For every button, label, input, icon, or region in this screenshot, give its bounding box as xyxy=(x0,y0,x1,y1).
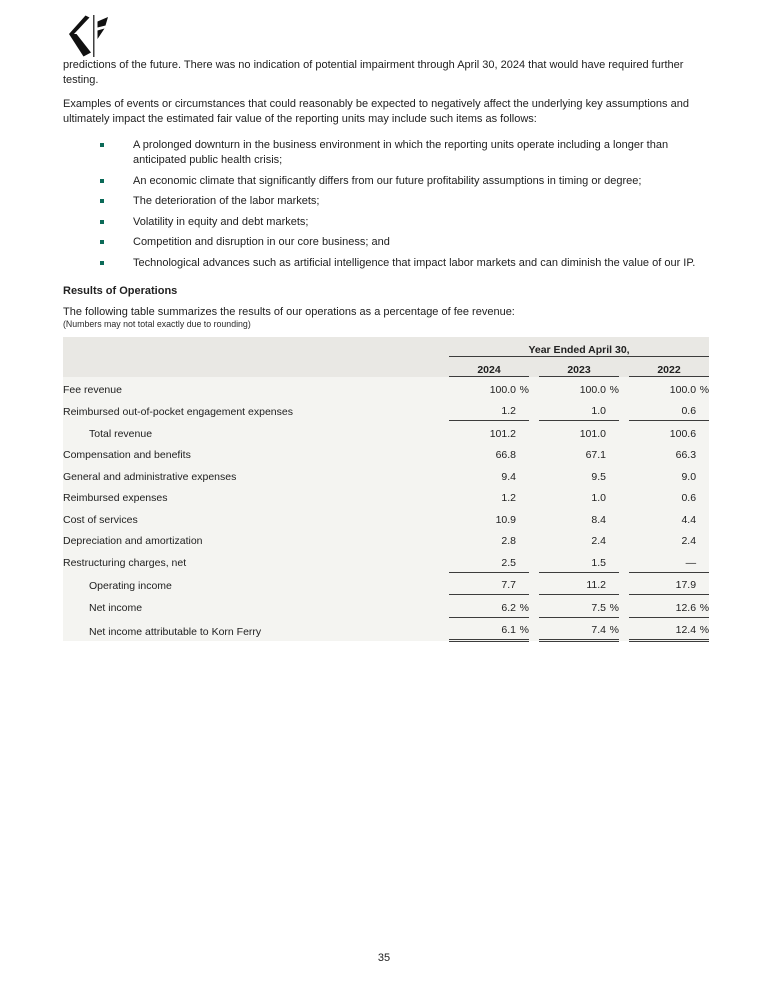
row-value: 17.9 xyxy=(629,572,709,595)
row-label: Fee revenue xyxy=(63,377,449,399)
bullet-square-icon xyxy=(100,220,104,224)
column-gap xyxy=(529,529,539,551)
body-paragraph: Examples of events or circumstances that could reasonably be expected to negatively affect the underlying key assumptions and ultimately impact the estimated fair value of the reporting units may include such items as follows: xyxy=(63,98,689,125)
row-value: 1.0 xyxy=(539,399,619,421)
bullet-item xyxy=(63,138,709,167)
column-gap xyxy=(619,617,629,641)
row-value: 12.6 % xyxy=(629,595,709,618)
rounding-note: (Numbers may not total exactly due to rounding) xyxy=(63,319,251,330)
row-value: 1.2 xyxy=(449,399,529,421)
year-column-header: 2022 xyxy=(629,357,709,377)
column-gap xyxy=(619,377,629,399)
bullet-square-icon xyxy=(100,199,104,203)
table-row xyxy=(63,617,709,641)
row-value: 12.4 % xyxy=(629,617,709,641)
row-label: Compensation and benefits xyxy=(63,443,449,465)
row-value: 8.4 xyxy=(539,507,619,529)
row-value: 7.4 % xyxy=(539,617,619,641)
row-value: 1.0 xyxy=(539,486,619,508)
column-gap xyxy=(529,595,539,618)
bullet-square-icon xyxy=(100,240,104,244)
row-value: 66.3 xyxy=(629,443,709,465)
page-content xyxy=(63,58,709,642)
results-of-operations-table xyxy=(63,337,709,642)
bullet-list xyxy=(63,138,709,270)
column-gap xyxy=(529,507,539,529)
column-gap xyxy=(619,595,629,618)
column-gap xyxy=(529,443,539,465)
row-value: 10.9 xyxy=(449,507,529,529)
table-years-row xyxy=(63,357,709,377)
bullet-item xyxy=(63,174,709,189)
table-row xyxy=(63,399,709,421)
table-row xyxy=(63,595,709,618)
row-value: 6.2 % xyxy=(449,595,529,618)
row-label: Total revenue xyxy=(63,421,449,443)
column-gap xyxy=(619,507,629,529)
bullet-item xyxy=(63,194,709,209)
row-value: 0.6 xyxy=(629,399,709,421)
year-ended-header: Year Ended April 30, xyxy=(449,337,709,357)
table-row xyxy=(63,464,709,486)
row-value: — xyxy=(629,550,709,572)
row-value: 11.2 xyxy=(539,572,619,595)
bullet-text: An economic climate that significantly differs from our future profitability assumptions in timing or degree; xyxy=(133,174,642,187)
column-gap xyxy=(619,572,629,595)
row-value: 100.0 % xyxy=(449,377,529,399)
row-label: General and administrative expenses xyxy=(63,464,449,486)
row-value: 9.0 xyxy=(629,464,709,486)
year-column-header: 2024 xyxy=(449,357,529,377)
row-value: 67.1 xyxy=(539,443,619,465)
column-gap xyxy=(529,399,539,421)
year-column-header: 2023 xyxy=(539,357,619,377)
column-gap xyxy=(619,464,629,486)
row-value: 66.8 xyxy=(449,443,529,465)
column-gap xyxy=(529,357,539,377)
bullet-square-icon xyxy=(100,261,104,265)
row-label: Net income xyxy=(63,595,449,618)
row-value: 7.7 xyxy=(449,572,529,595)
row-value: 0.6 xyxy=(629,486,709,508)
row-value: 7.5 % xyxy=(539,595,619,618)
row-value: 2.4 xyxy=(629,529,709,551)
row-label: Net income attributable to Korn Ferry xyxy=(63,617,449,641)
table-row xyxy=(63,421,709,443)
column-gap xyxy=(529,617,539,641)
empty-header-cell xyxy=(63,337,449,357)
table-row xyxy=(63,572,709,595)
table-row xyxy=(63,550,709,572)
column-gap xyxy=(529,421,539,443)
column-gap xyxy=(619,357,629,377)
bullet-item xyxy=(63,235,709,250)
table-row xyxy=(63,377,709,399)
row-value: 100.6 xyxy=(629,421,709,443)
korn-ferry-logo-icon xyxy=(68,15,108,57)
row-value: 9.4 xyxy=(449,464,529,486)
bullet-item xyxy=(63,215,709,230)
page-number: 35 xyxy=(377,952,391,964)
column-gap xyxy=(619,399,629,421)
table-row xyxy=(63,486,709,508)
bullet-text: Competition and disruption in our core business; and xyxy=(133,236,390,249)
row-label: Reimbursed out-of-pocket engagement expenses xyxy=(63,399,449,421)
table-row xyxy=(63,529,709,551)
column-gap xyxy=(529,550,539,572)
column-gap xyxy=(619,550,629,572)
section-heading: Results of Operations xyxy=(63,284,178,297)
row-label: Cost of services xyxy=(63,507,449,529)
row-value: 4.4 xyxy=(629,507,709,529)
row-label: Operating income xyxy=(63,572,449,595)
bullet-square-icon xyxy=(100,179,104,183)
table-row xyxy=(63,507,709,529)
column-gap xyxy=(529,464,539,486)
column-gap xyxy=(619,486,629,508)
row-value: 2.4 xyxy=(539,529,619,551)
row-value: 2.8 xyxy=(449,529,529,551)
bullet-text: The deterioration of the labor markets; xyxy=(133,195,320,208)
column-gap xyxy=(529,486,539,508)
column-gap xyxy=(529,377,539,399)
column-gap xyxy=(529,572,539,595)
bullet-text: Volatility in equity and debt markets; xyxy=(133,215,309,228)
table-group-header-row xyxy=(63,337,709,357)
bullet-item xyxy=(63,256,709,271)
row-value: 100.0 % xyxy=(629,377,709,399)
empty-header-cell xyxy=(63,357,449,377)
row-value: 100.0 % xyxy=(539,377,619,399)
row-label: Depreciation and amortization xyxy=(63,529,449,551)
row-value: 101.0 xyxy=(539,421,619,443)
column-gap xyxy=(619,529,629,551)
row-value: 2.5 xyxy=(449,550,529,572)
row-value: 1.2 xyxy=(449,486,529,508)
table-intro: The following table summarizes the results of our operations as a percentage of fee revenue: xyxy=(63,305,515,318)
column-gap xyxy=(619,421,629,443)
table-row xyxy=(63,443,709,465)
column-gap xyxy=(619,443,629,465)
bullet-text: Technological advances such as artificial intelligence that impact labor markets and can diminish the value of our IP. xyxy=(133,256,696,269)
bullet-square-icon xyxy=(100,143,104,147)
row-value: 101.2 xyxy=(449,421,529,443)
bullet-text: A prolonged downturn in the business environment in which the reporting units operate including a longer than anticipated public health crisis; xyxy=(133,139,669,166)
row-value: 6.1 % xyxy=(449,617,529,641)
row-label: Restructuring charges, net xyxy=(63,550,449,572)
row-value: 9.5 xyxy=(539,464,619,486)
body-paragraph: predictions of the future. There was no indication of potential impairment through April 30, 2024 that would have required further testing. xyxy=(63,59,684,86)
row-value: 1.5 xyxy=(539,550,619,572)
row-label: Reimbursed expenses xyxy=(63,486,449,508)
